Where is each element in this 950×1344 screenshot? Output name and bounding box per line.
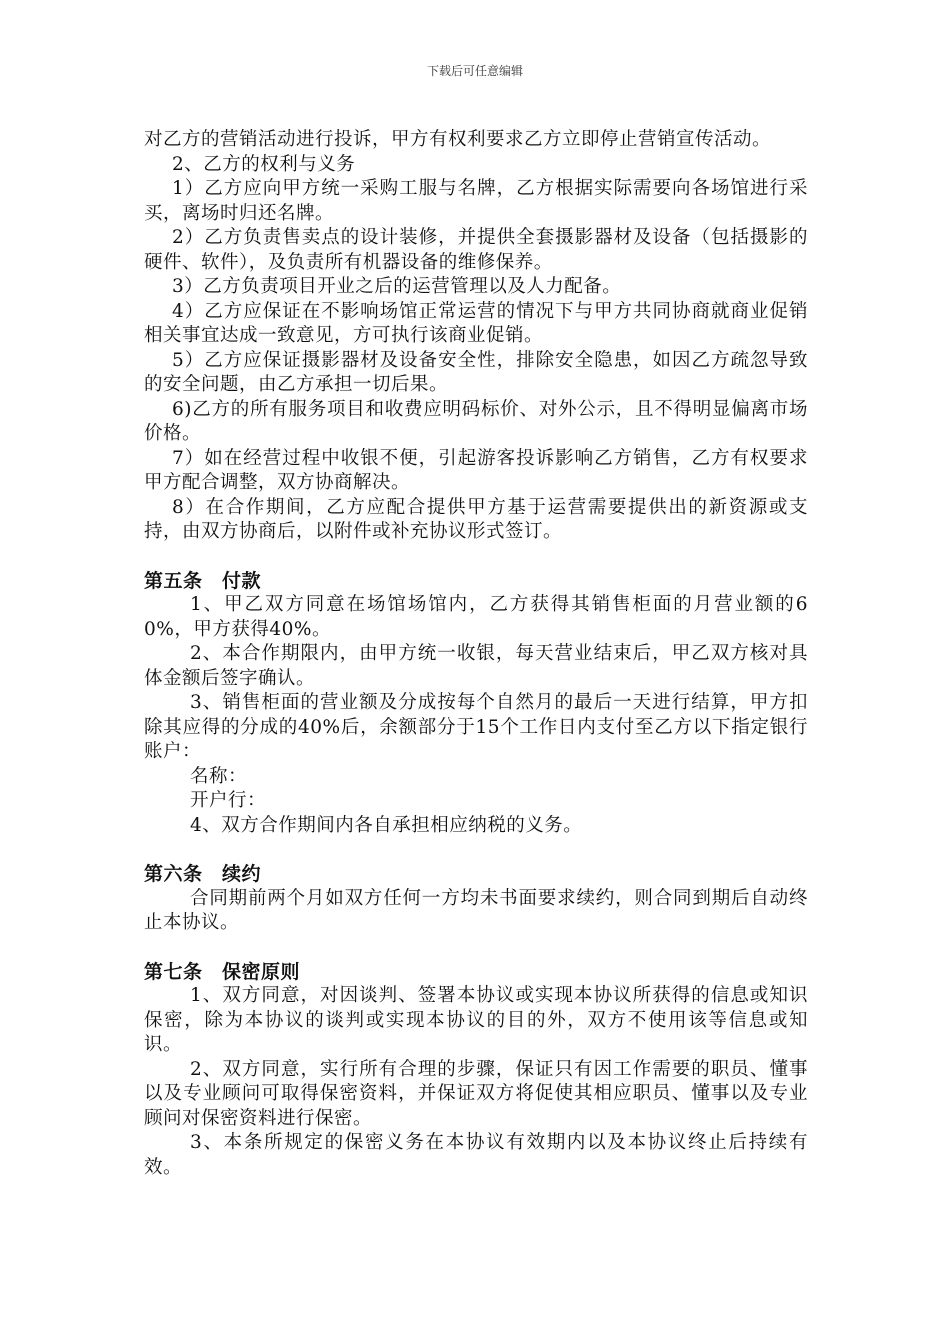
article-5-paragraph: 1、甲乙双方同意在场馆场馆内，乙方获得其销售柜面的月营业额的60%，甲方获得40%。: [144, 594, 808, 640]
article-7-paragraph: 3、本条所规定的保密义务在本协议有效期内以及本协议终止后持续有效。: [144, 1132, 808, 1178]
section-subheading: 2、乙方的权利与义务: [172, 153, 356, 175]
list-item: 7）如在经营过程中收银不便，引起游客投诉影响乙方销售，乙方有权要求甲方配合调整，双方协商解决。: [144, 447, 808, 493]
list-item: 4）乙方应保证在不影响场馆正常运营的情况下与甲方共同协商就商业促销相关事宜达成一致意见，方可执行该商业促销。: [144, 300, 808, 346]
list-item: 6)乙方的所有服务项目和收费应明码标价、对外公示，且不得明显偏离市场价格。: [144, 398, 808, 444]
list-item: 1）乙方应向甲方统一采购工服与名牌，乙方根据实际需要向各场馆进行采买，离场时归还名牌。: [144, 178, 808, 224]
article-7-paragraph: 1、双方同意，对因谈判、签署本协议或实现本协议所获得的信息或知识保密，除为本协议的谈判或实现本协议的目的外，双方不使用该等信息或知识。: [144, 985, 808, 1055]
bank-branch-label: 开户行：: [190, 790, 267, 811]
list-item: 5）乙方应保证摄影器材及设备安全性，排除安全隐患，如因乙方疏忽导致的安全问题，由乙方承担一切后果。: [144, 349, 808, 395]
article-7-paragraph: 2、双方同意，实行所有合理的步骤，保证只有因工作需要的职员、懂事以及专业顾问可取得保密资料，并保证双方将促使其相应职员、懂事以及专业顾问对保密资料进行保密。: [144, 1058, 808, 1129]
continuation-paragraph: 对乙方的营销活动进行投诉，甲方有权利要求乙方立即停止营销宣传活动。: [144, 129, 772, 150]
article-5-paragraph: 4、双方合作期间内各自承担相应纳税的义务。: [190, 814, 583, 836]
article-7-title: 第七条 保密原则: [144, 960, 301, 983]
document-body: [144, 128, 808, 1180]
article-5-paragraph: 2、本合作期限内，由甲方统一收银，每天营业结束后，甲乙双方核对具体金额后签字确认。: [144, 643, 808, 689]
article-6-paragraph: 合同期前两个月如双方任何一方均未书面要求续约，则合同到期后自动终止本协议。: [144, 887, 808, 933]
article-6-title: 第六条 续约: [144, 863, 262, 885]
list-item: 3）乙方负责项目开业之后的运营管理以及人力配备。: [172, 276, 622, 297]
list-item: 8）在合作期间，乙方应配合提供甲方基于运营需要提供出的新资源或支持，由双方协商后，以附件或补充协议形式签订。: [144, 496, 808, 542]
article-5-paragraph: 3、销售柜面的营业额及分成按每个自然月的最后一天进行结算，甲方扣除其应得的分成的40%后，余额部分于15个工作日内支付至乙方以下指定银行账户：: [144, 692, 808, 762]
bank-name-label: 名称：: [190, 765, 248, 787]
list-item: 2）乙方负责售卖点的设计装修，并提供全套摄影器材及设备（包括摄影的硬件、软件），及负责所有机器设备的维修保养。: [144, 227, 808, 273]
page-header: 下载后可任意编辑: [426, 64, 523, 78]
article-5-title: 第五条 付款: [144, 569, 262, 592]
